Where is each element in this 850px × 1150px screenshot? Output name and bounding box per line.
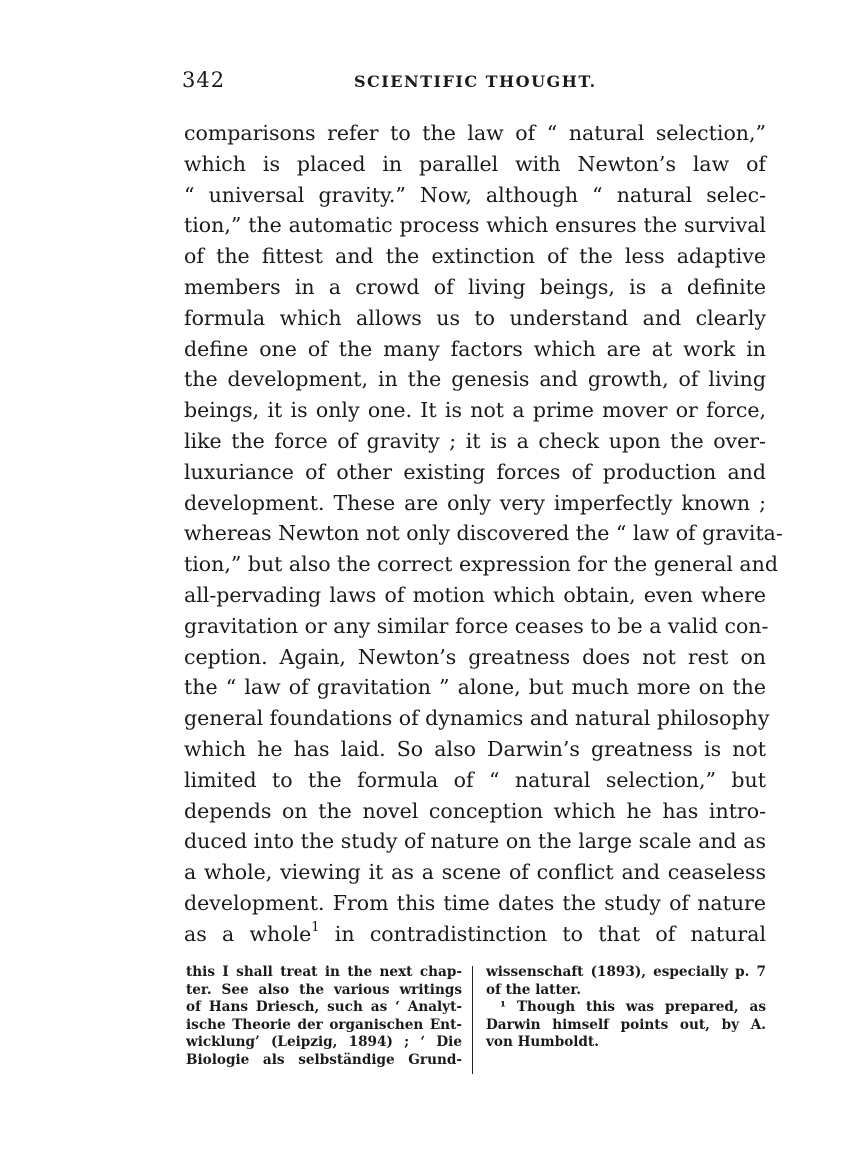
text-line: luxuriance of other existing forces of production and xyxy=(184,459,766,484)
footnote-reference: 1 xyxy=(311,919,320,935)
text-line: “ universal gravity.” Now, although “ natural selec- xyxy=(184,182,766,207)
text-line: define one of the many factors which are at work in xyxy=(184,336,766,361)
text-line: all-pervading laws of motion which obtain, even where xyxy=(184,582,766,607)
text-line: depends on the novel conception which he has intro- xyxy=(184,798,766,823)
text-line: tion,” the automatic process which ensures the survival xyxy=(184,213,766,238)
footnote-column-right xyxy=(486,964,766,1052)
footnote-line: ische Theorie der organischen Ent- xyxy=(186,1016,462,1033)
text-segment: in contradistinction to that of natural xyxy=(319,921,767,946)
footnote-line: von Humboldt. xyxy=(486,1034,599,1050)
text-line: duced into the study of nature on the large scale and as xyxy=(184,829,766,854)
text-segment: as a whole xyxy=(184,921,312,946)
text-line: development. From this time dates the study of nature xyxy=(184,890,766,915)
text-line: like the force of gravity ; it is a check upon the over- xyxy=(184,428,766,453)
footnote-line: of Hans Driesch, such as ‘ Analyt- xyxy=(186,999,462,1015)
text-line: members in a crowd of living beings, is a definite xyxy=(184,274,766,299)
footnote-line: Biologie als selbständige Grund- xyxy=(186,1051,462,1068)
footnote-line: ¹ Though this was prepared, as xyxy=(500,999,766,1015)
footnote-line: this I shall treat in the next chap- xyxy=(186,964,462,980)
footnote-line: Darwin himself points out, by A. xyxy=(486,1016,766,1033)
text-line: the “ law of gravitation ” alone, but much more on the xyxy=(184,675,766,700)
text-line: a whole, viewing it as a scene of conflict and ceaseless xyxy=(184,860,766,885)
text-line: formula which allows us to understand and clearly xyxy=(184,305,766,330)
text-line: ception. Again, Newton’s greatness does not rest on xyxy=(184,644,766,669)
text-line: which is placed in parallel with Newton’s law of xyxy=(184,151,766,176)
text-line: comparisons refer to the law of “ natural selection,” xyxy=(184,121,766,145)
footnote-column-left xyxy=(186,964,462,1069)
text-line: development. These are only very imperfectly known ; xyxy=(184,490,766,515)
text-line: limited to the formula of “ natural selection,” but xyxy=(184,767,766,792)
text-line: the development, in the genesis and growth, of living xyxy=(184,367,766,392)
footnote-line: wicklung’ (Leipzig, 1894) ; ‘ Die xyxy=(186,1034,462,1050)
text-line: which he has laid. So also Darwin’s greatness is not xyxy=(184,736,766,761)
text-line: of the fittest and the extinction of the less adaptive xyxy=(184,244,766,269)
text-line: general foundations of dynamics and natural philosophy xyxy=(184,706,770,731)
page-number: 342 xyxy=(182,68,226,92)
running-title: SCIENTIFIC THOUGHT. xyxy=(354,72,597,91)
footnote-line: ter. See also the various writings xyxy=(186,981,462,998)
page-header xyxy=(182,68,772,98)
text-line: beings, it is only one. It is not a prime mover or force, xyxy=(184,398,766,423)
text-line: tion,” but also the correct expression for the general and xyxy=(184,552,778,577)
footnote-line: of the latter. xyxy=(486,981,582,998)
text-line: gravitation or any similar force ceases to be a valid con- xyxy=(184,613,769,638)
footnotes xyxy=(186,964,766,1079)
body-text xyxy=(184,118,783,950)
text-line: whereas Newton not only discovered the “ law of gravita- xyxy=(184,521,783,546)
footnote-line: wissenschaft (1893), especially p. 7 xyxy=(486,964,766,980)
text-line-last xyxy=(184,919,766,950)
footnote-column-divider xyxy=(472,966,473,1074)
